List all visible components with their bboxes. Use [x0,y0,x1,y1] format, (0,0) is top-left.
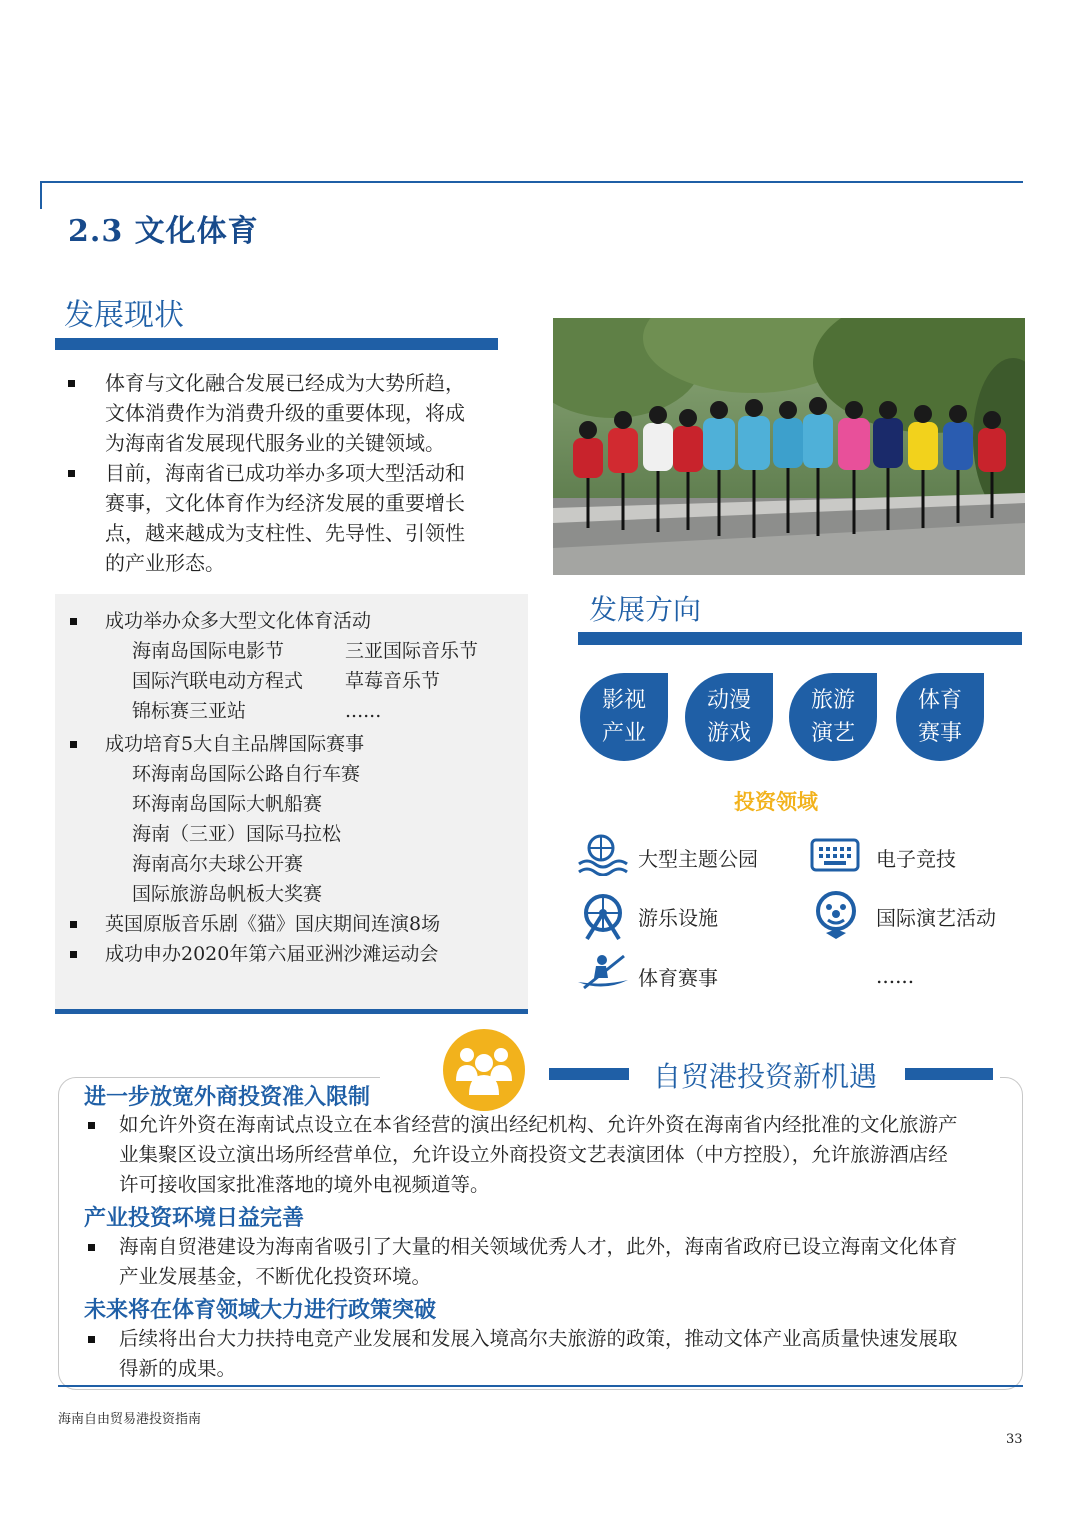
cycling-race-photo [553,318,1025,575]
keyboard-icon [810,838,862,890]
investment-item-label: 国际演艺活动 [876,906,996,930]
footer-guide-title: 海南自由贸易港投资指南 [58,1412,202,1427]
page-number: 33 [1006,1432,1023,1447]
opportunities-title-bar-right [905,1068,993,1080]
status-bullet: 体育与文化融合发展已经成为大势所趋， 文体消费作为消费升级的重要体现，将成 为海南省发展现代服务业的关键领域。 [68,368,498,458]
event-row: 环海南岛国际大帆船赛 [132,793,323,815]
bullet-square-icon [70,921,77,928]
header-corner-rule [40,181,42,209]
bullet-square-icon [88,1244,95,1251]
opportunity-paragraph: 如允许外资在海南试点设立在本省经营的演出经纪机构、允许外资在海南省内经批准的文化旅游产 业集聚区设立演出场所经营单位，允许设立外商投资文艺表演团体（中方控股），允许旅游酒店经 许可接收国家批准落地的境外电视频道等。 [119,1110,1009,1200]
status-heading: 发展现状 [64,298,184,333]
opportunities-frame-rule [58,1385,1023,1387]
investment-item-label: 大型主题公园 [638,847,758,871]
opportunity-heading: 产业投资环境日益完善 [84,1205,305,1231]
bullet-square-icon [70,618,77,625]
investment-item-label: 体育赛事 [638,966,718,990]
achievements-list [70,606,520,969]
investment-fields-title: 投资领域 [734,789,818,814]
achievement-item: 成功举办众多大型文化体育活动 [70,606,520,636]
header-rule [40,181,1023,183]
event-row: 海南岛国际电影节 三亚国际音乐节 [132,640,479,662]
event-row: 海南高尔夫球公开赛 [132,853,304,875]
opportunities-title-bar-left [549,1068,629,1080]
kayak-icon [576,952,628,1004]
opportunities-title: 自贸港投资新机遇 [653,1060,878,1093]
people-group-icon [443,1029,525,1111]
direction-drop-film: 影视 产业 [580,673,668,761]
bullet-square-icon [88,1122,95,1129]
achievement-item: 英国原版音乐剧《猫》国庆期间连演8场 [70,909,520,939]
event-row: 国际汽联电动方程式 草莓音乐节 [132,670,441,692]
direction-drop-tourism: 旅游 演艺 [789,673,877,761]
status-bullet: 目前，海南省已成功举办多项大型活动和 赛事，文化体育作为经济发展的重要增长 点，越来越成为支柱性、先导性、引领性 的产业形态。 [68,458,498,578]
achievement-item: 成功申办2020年第六届亚洲沙滩运动会 [70,939,520,969]
bullet-square-icon [70,741,77,748]
event-row: 海南（三亚）国际马拉松 [132,823,342,845]
event-row: 国际旅游岛帆板大奖赛 [132,883,323,905]
bullet-square-icon [68,470,75,477]
bullet-square-icon [88,1336,95,1343]
status-heading-bar [55,338,498,350]
opportunity-paragraph: 后续将出台大力扶持电竞产业发展和发展入境高尔夫旅游的政策，推动文体产业高质量快速发展取 得新的成果。 [119,1324,1009,1384]
investment-item-label: 电子竞技 [876,847,956,871]
achievement-item: 成功培育5大自主品牌国际赛事 [70,729,520,759]
achievements-panel-rule [55,1009,528,1014]
bullet-square-icon [68,380,75,387]
cycling-race-illustration [553,318,1025,575]
opportunity-heading: 未来将在体育领域大力进行政策突破 [84,1297,437,1323]
opportunity-heading: 进一步放宽外商投资准入限制 [84,1084,371,1110]
direction-heading: 发展方向 [589,593,702,626]
opportunity-paragraph: 海南自贸港建设为海南省吸引了大量的相关领域优秀人才，此外，海南省政府已设立海南文化体育 产业发展基金，不断优化投资环境。 [119,1232,1009,1292]
direction-heading-bar [578,632,1022,645]
investment-item-label: 游乐设施 [638,906,718,930]
ferris-wheel-icon [577,891,629,943]
direction-drop-anime: 动漫 游戏 [685,673,773,761]
direction-drop-sports: 体育 赛事 [896,673,984,761]
status-bullet-list [68,368,498,578]
ferris-wheel-icon [577,832,629,884]
bullet-square-icon [70,951,77,958]
event-row: 锦标赛三亚站 ...... [132,700,382,722]
investment-item-label: ...... [876,964,915,988]
event-row: 环海南岛国际公路自行车赛 [132,763,361,785]
section-title: 2.3 文化体育 [68,214,259,249]
clown-icon [812,889,864,941]
